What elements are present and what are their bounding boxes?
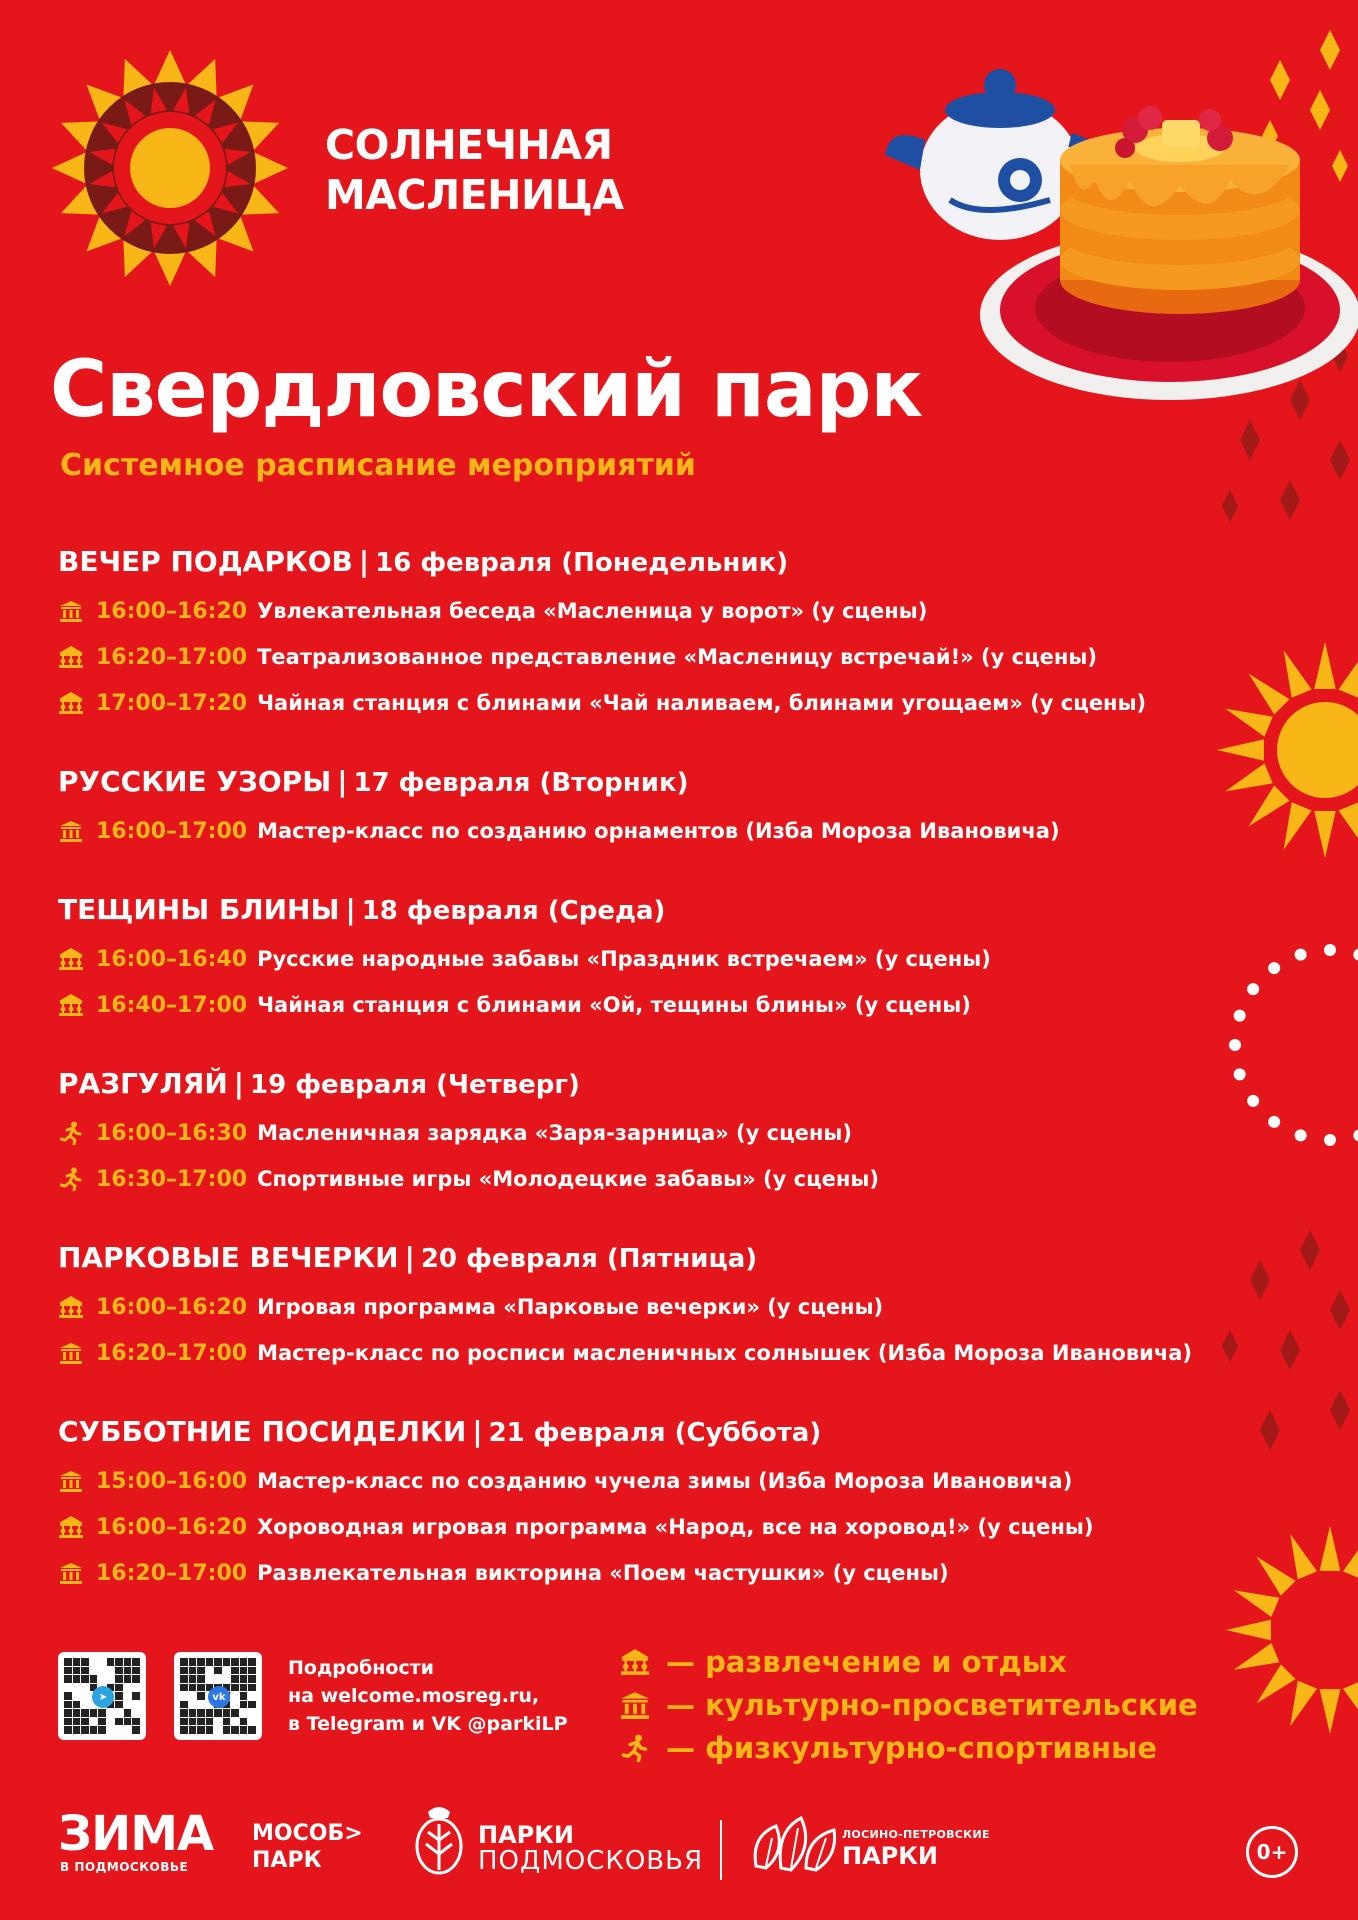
section-name: РАЗГУЛЯЙ [58,1067,228,1100]
section-name: РУССКИЕ УЗОРЫ [58,765,332,798]
schedule-section [58,1236,1218,1376]
event-time: 16:00–16:20 [96,1294,248,1320]
more-info-line-3[interactable]: в Telegram и VK @parkiLP [288,1713,568,1735]
event-time: 16:20–17:00 [96,644,248,670]
museum-icon [58,1341,84,1365]
parki-podmoskovya-logo [478,1822,703,1874]
section-heading [58,888,1218,932]
brand-line-1: СОЛНЕЧНАЯ [325,121,613,169]
section-heading [58,1062,1218,1106]
brand-title [325,120,624,220]
schedule-section [58,540,1218,726]
section-date: 19 февраля (Четверг) [250,1070,580,1100]
museum-icon [58,1561,84,1585]
mosoblpark-logo [252,1820,363,1874]
event-row [58,1156,1218,1202]
event-time: 15:00–16:00 [96,1468,248,1494]
section-separator: | [337,765,348,798]
event-time: 16:20–17:00 [96,1560,248,1586]
icon-legend [618,1640,1198,1769]
section-name: ТЕЩИНЫ БЛИНЫ [58,893,340,926]
carousel-icon [58,691,84,715]
carousel-icon [618,1647,652,1677]
event-row [58,1504,1218,1550]
lp-parks-leaves-icon [746,1816,840,1878]
event-row [58,808,1218,854]
event-time: 16:20–17:00 [96,1340,248,1366]
mosoblpark-line-1: МОСОБ> [252,1821,363,1846]
event-row [58,1458,1218,1504]
legend-item [618,1683,1198,1726]
event-time: 16:30–17:00 [96,1166,248,1192]
event-row [58,1110,1218,1156]
legend-label: — развлечение и отдых [666,1644,1067,1679]
legend-item [618,1726,1198,1769]
section-separator: | [233,1067,244,1100]
qr-code-vk[interactable] [174,1652,262,1740]
brand-line-2: МАСЛЕНИЦА [325,171,624,219]
qr-code-telegram[interactable] [58,1652,146,1740]
schedule-section [58,888,1218,1028]
event-description: Хороводная игровая программа «Народ, все на хоровод!» (у сцены) [257,1515,1094,1539]
event-time: 16:40–17:00 [96,992,248,1018]
sun-logo-icon [50,48,290,288]
section-heading [58,1410,1218,1454]
event-row [58,680,1218,726]
more-info-line-2[interactable]: на welcome.mosreg.ru, [288,1685,540,1707]
mosoblpark-line-2: ПАРК [252,1848,322,1873]
telegram-icon: ➤ [92,1686,114,1708]
section-separator: | [345,893,356,926]
runner-icon [618,1733,652,1763]
vk-icon: vk [208,1686,230,1708]
event-description: Чайная станция с блинами «Чай наливаем, блинами угощаем» (у сцены) [257,691,1147,715]
event-description: Развлекательная викторина «Поем частушки» (у сцены) [257,1561,949,1585]
carousel-icon [58,1515,84,1539]
event-row [58,1330,1218,1376]
footer-divider [720,1820,722,1880]
event-row [58,1284,1218,1330]
legend-item [618,1640,1198,1683]
carousel-icon [58,947,84,971]
carousel-icon [58,645,84,669]
zima-logo-subtitle: В ПОДМОСКОВЬЕ [60,1860,189,1874]
event-time: 17:00–17:20 [96,690,248,716]
pancakes-teapot-illustration [880,30,1358,410]
event-time: 16:00–17:00 [96,818,248,844]
event-description: Мастер-класс по созданию орнаментов (Изба Мороза Ивановича) [257,819,1060,843]
event-description: Игровая программа «Парковые вечерки» (у сцены) [257,1295,884,1319]
museum-icon [58,599,84,623]
zima-logo: ЗИМА [58,1806,214,1862]
section-separator: | [404,1241,415,1274]
event-time: 16:00–16:30 [96,1120,248,1146]
event-row [58,634,1218,680]
event-row [58,1550,1218,1596]
lp-parks-title: ПАРКИ [842,1842,938,1870]
museum-icon [58,1469,84,1493]
parki-line-2: ПОДМОСКОВЬЯ [478,1846,704,1876]
section-heading [58,540,1218,584]
museum-icon [618,1690,652,1720]
decor-diamonds-mid [1200,1220,1358,1540]
event-description: Увлекательная беседа «Масленица у ворот» (у сцены) [257,599,928,623]
legend-label: — культурно-просветительские [666,1687,1198,1722]
section-date: 21 февраля (Суббота) [488,1418,822,1448]
event-description: Масленичная зарядка «Заря-зарница» (у сцены) [257,1121,852,1145]
carousel-icon [58,1295,84,1319]
carousel-icon [58,993,84,1017]
section-date: 18 февраля (Среда) [361,896,666,926]
section-name: ПАРКОВЫЕ ВЕЧЕРКИ [58,1241,399,1274]
event-time: 16:00–16:40 [96,946,248,972]
park-title: Свердловский парк [50,345,923,435]
schedule-section [58,1062,1218,1202]
event-row [58,588,1218,634]
section-date: 20 февраля (Пятница) [420,1244,758,1274]
event-description: Мастер-класс по созданию чучела зимы (Изба Мороза Ивановича) [257,1469,1073,1493]
parki-leaf-icon [414,1804,464,1876]
more-info [288,1654,568,1738]
schedule-sections [58,540,1218,1630]
more-info-line-1: Подробности [288,1657,434,1679]
age-rating-badge: 0+ [1246,1826,1298,1878]
section-name: ВЕЧЕР ПОДАРКОВ [58,545,353,578]
event-time: 16:00–16:20 [96,1514,248,1540]
runner-icon [58,1167,84,1191]
runner-icon [58,1121,84,1145]
event-description: Театрализованное представление «Масленицу встречай!» (у сцены) [257,645,1097,669]
event-row [58,936,1218,982]
section-separator: | [358,545,370,578]
lp-parks-subtitle: ЛОСИНО-ПЕТРОВСКИЕ [842,1828,990,1841]
section-heading [58,760,1218,804]
event-description: Чайная станция с блинами «Ой, тещины блины» (у сцены) [257,993,971,1017]
parki-line-1: ПАРКИ [478,1821,574,1849]
event-description: Спортивные игры «Молодецкие забавы» (у сцены) [257,1167,879,1191]
schedule-subtitle: Системное расписание мероприятий [60,448,696,483]
event-description: Мастер-класс по росписи масленичных солнышек (Изба Мороза Ивановича) [257,1341,1193,1365]
schedule-section [58,760,1218,854]
museum-icon [58,819,84,843]
schedule-section [58,1410,1218,1596]
section-heading [58,1236,1218,1280]
section-date: 17 февраля (Вторник) [353,768,689,798]
section-date: 16 февраля (Понедельник) [375,548,789,578]
footer-logos [0,1790,1358,1920]
section-name: СУББОТНИЕ ПОСИДЕЛКИ [58,1415,467,1448]
section-separator: | [472,1415,483,1448]
event-description: Русские народные забавы «Праздник встречаем» (у сцены) [257,947,991,971]
event-time: 16:00–16:20 [96,598,248,624]
legend-label: — физкультурно-спортивные [666,1730,1157,1765]
event-row [58,982,1218,1028]
decor-dots-circle [1200,930,1358,1160]
